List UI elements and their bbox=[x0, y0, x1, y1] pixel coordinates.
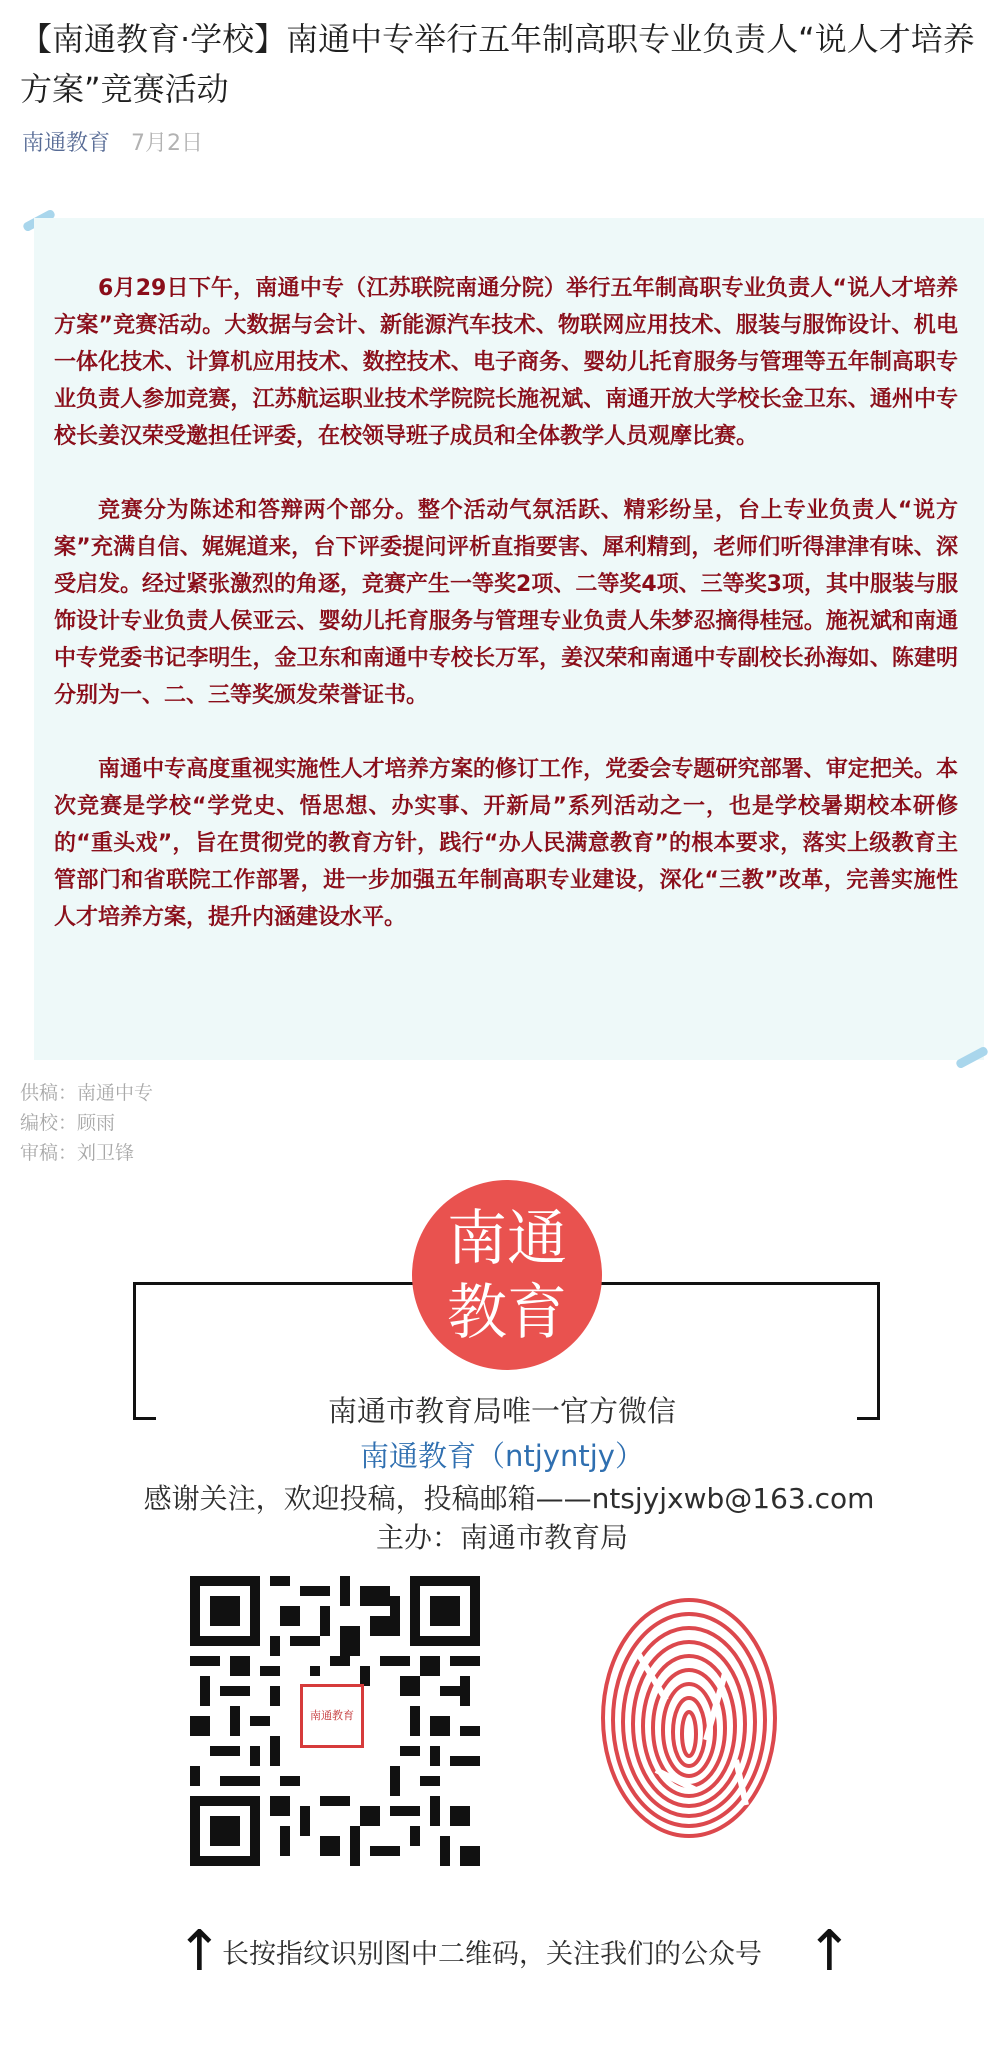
nantong-education-logo bbox=[412, 1180, 602, 1370]
frame-line bbox=[133, 1282, 413, 1285]
body-paragraph-2: 竞赛分为陈述和答辩两个部分。整个活动气氛活跃、精彩纷呈，台上专业负责人“说方案”充满自信、娓娓道来，台下评委提问评析直指要害、犀利精到，老师们听得津津有味、深受启发。经过紧张激烈的角逐，竞赛产生一等奖2项、二等奖4项、三等奖3项，其中服装与服饰设计专业负责人侯亚云、婴幼儿托育服务与管理专业负责人朱梦忍摘得桂冠。施祝斌和南通中专党委书记李明生，金卫东和南通中专校长万军，姜汉荣和南通中专副校长孙海如、陈建明分别为一、二、三等奖颁发荣誉证书。 bbox=[54, 498, 958, 708]
body-paragraph-3: 南通中专高度重视实施性人才培养方案的修订工作，党委会专题研究部署、审定把关。本次竞赛是学校“学党史、悟思想、办实事、开新局”系列活动之一，也是学校暑期校本研修的“重头戏”，旨在贯彻党的教育方针，践行“办人民满意教育”的根本要求，落实上级教育主管部门和省联院工作部署，进一步加强五年制高职专业建设，深化“三教”改革，完善实施性人才培养方案，提升内涵建设水平。 bbox=[54, 757, 958, 930]
credit-supply: 供稿：南通中专 bbox=[20, 1082, 154, 1104]
credits bbox=[20, 1078, 153, 1168]
article-body-box bbox=[34, 218, 984, 1060]
logo-text-bottom: 教育 bbox=[447, 1278, 567, 1348]
logo-text-top: 南通 bbox=[447, 1204, 567, 1274]
up-arrow-icon: ↑ bbox=[176, 1919, 223, 1984]
account-name-link[interactable]: 南通教育 bbox=[22, 131, 111, 156]
article-title: 【南通教育·学校】南通中专举行五年制高职专业负责人“说人才培养方案”竞赛活动 bbox=[20, 20, 975, 108]
article-meta bbox=[22, 126, 203, 157]
poster-footer-text: 长按指纹识别图中二维码，关注我们的公众号 bbox=[222, 1939, 762, 1970]
fingerprint-icon bbox=[596, 1590, 782, 1840]
credit-editor: 编校：顾雨 bbox=[20, 1112, 116, 1134]
body-paragraph-1: 6月29日下午，南通中专（江苏联院南通分院）举行五年制高职专业负责人“说人才培养方案”竞赛活动。大数据与会计、新能源汽车技术、物联网应用技术、服装与服饰设计、机电一体化技术、计算机应用技术、数控技术、电子商务、婴幼儿托育服务与管理等五年制高职专业负责人参加竞赛，江苏航运职业技术学院院长施祝斌、南通开放大学校长金卫东、通州中专校长姜汉荣受邀担任评委，在校领导班子成员和全体教学人员观摩比赛。 bbox=[54, 276, 958, 449]
poster-host-line: 主办：南通市教育局 bbox=[375, 1521, 628, 1554]
up-arrow-icon: ↑ bbox=[806, 1919, 853, 1984]
publish-date: 7月2日 bbox=[131, 131, 204, 156]
credit-review: 审稿：刘卫锋 bbox=[20, 1142, 135, 1164]
frame-line bbox=[600, 1282, 877, 1285]
qr-center-logo: 南通教育 bbox=[300, 1684, 364, 1748]
follow-poster-image[interactable] bbox=[0, 1180, 1004, 2056]
poster-official-line: 南通市教育局唯一官方微信 bbox=[327, 1394, 676, 1428]
poster-email-line: 感谢关注，欢迎投稿，投稿邮箱——ntsjyjxwb@163.com bbox=[143, 1482, 875, 1515]
poster-account-line: 南通教育（ntjyntjy） bbox=[360, 1439, 644, 1473]
